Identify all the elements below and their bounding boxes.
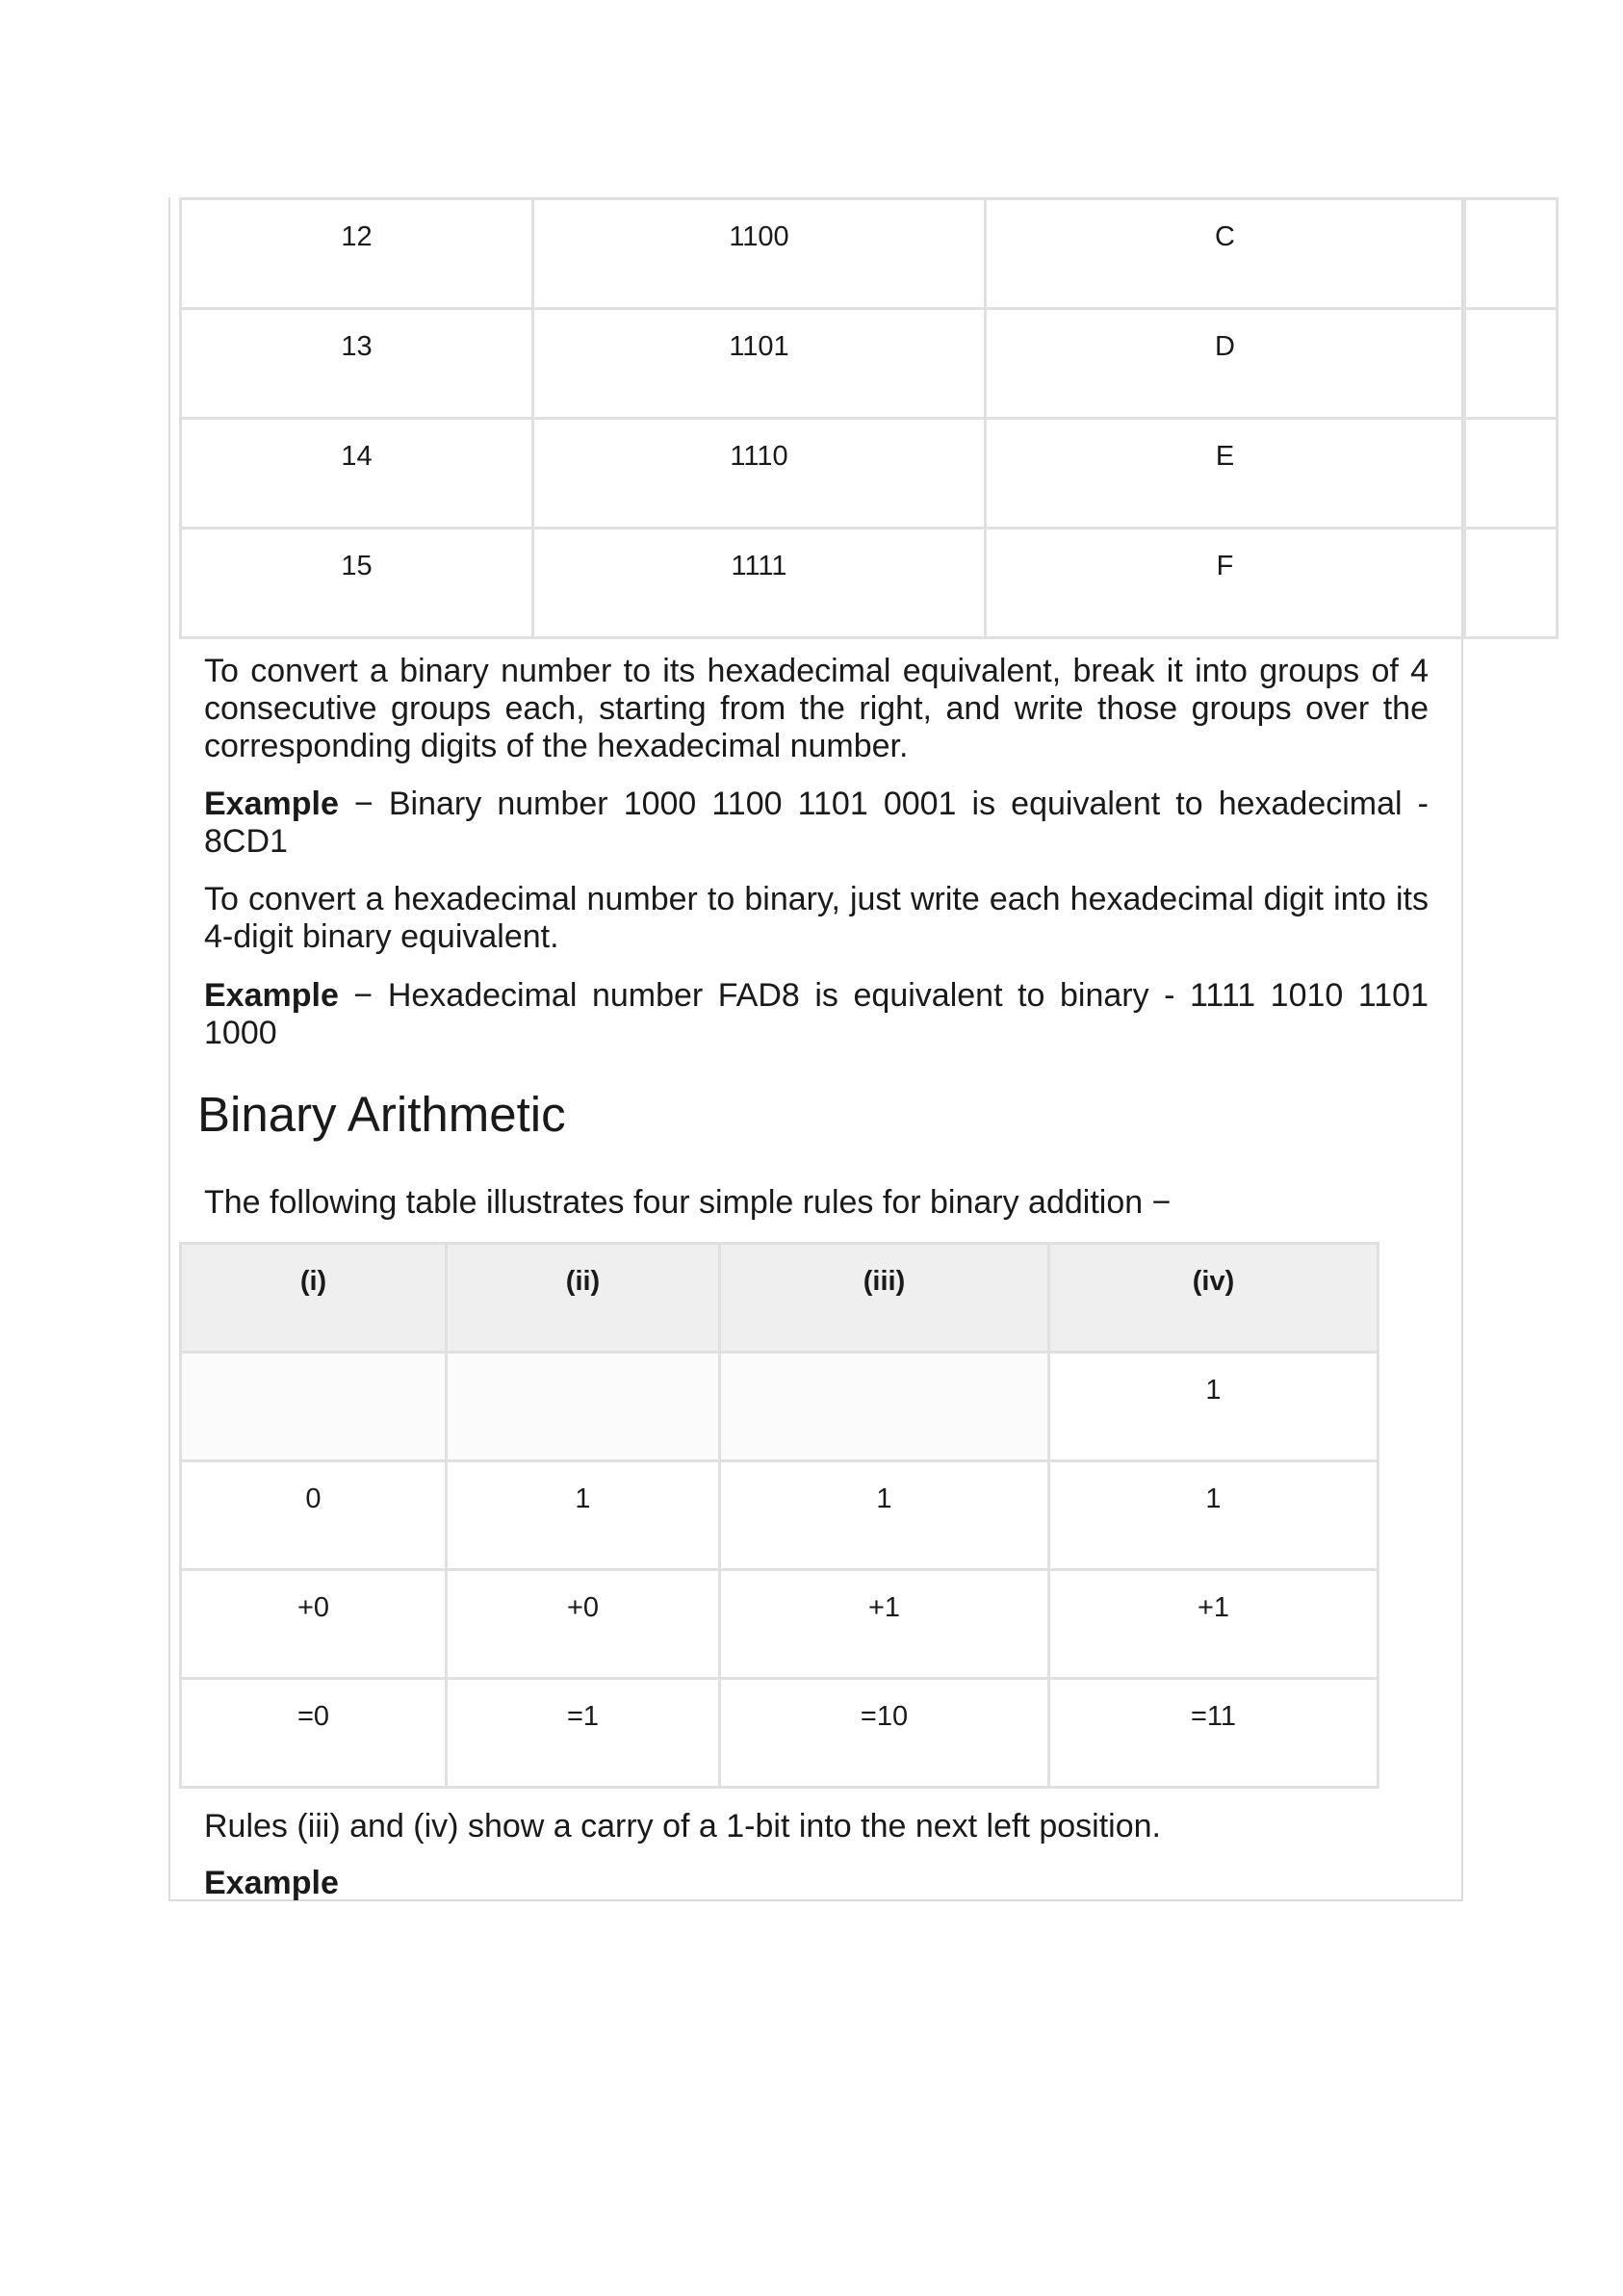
binary-to-hex-paragraph: To convert a binary number to its hexadecimal equivalent, break it into groups of 4 consecutive groups each, starting from the right, and write those groups over the corresponding digits of the hexadecimal number. xyxy=(204,653,1429,764)
table-cell: +1 xyxy=(1049,1570,1378,1679)
example-hex-to-binary xyxy=(204,977,1429,1052)
example-label: Example xyxy=(204,977,339,1014)
binary-cell: 1111 xyxy=(533,529,986,638)
table-cell: +0 xyxy=(181,1570,447,1679)
example-label: Example xyxy=(204,1865,339,1901)
empty-cell xyxy=(1465,419,1558,529)
table-header-row xyxy=(181,1244,1378,1353)
table-cell: 0 xyxy=(181,1461,447,1570)
table-row xyxy=(181,529,1558,638)
table-row xyxy=(181,199,1558,309)
table-cell xyxy=(181,1353,447,1461)
hex-to-binary-paragraph: To convert a hexadecimal number to binary, just write each hexadecimal digit into its 4-digit binary equivalent. xyxy=(204,881,1429,955)
section-intro: The following table illustrates four simple rules for binary addition − xyxy=(204,1184,1172,1221)
sum-row xyxy=(181,1679,1378,1788)
hex-cell: F xyxy=(986,529,1465,638)
binary-addition-table xyxy=(179,1242,1379,1789)
hex-cell: C xyxy=(986,199,1465,309)
binary-cell: 1101 xyxy=(533,309,986,419)
decimal-cell: 12 xyxy=(181,199,533,309)
example-label: Example xyxy=(204,786,339,822)
decimal-cell: 13 xyxy=(181,309,533,419)
table-cell: 1 xyxy=(1049,1461,1378,1570)
decimal-cell: 15 xyxy=(181,529,533,638)
table-cell: 1 xyxy=(1049,1353,1378,1461)
table-row xyxy=(181,309,1558,419)
decimal-cell: 14 xyxy=(181,419,533,529)
section-heading: Binary Arithmetic xyxy=(197,1087,566,1142)
table-row xyxy=(181,419,1558,529)
table-cell xyxy=(447,1353,720,1461)
column-header: (iii) xyxy=(720,1244,1049,1353)
rules-note: Rules (iii) and (iv) show a carry of a 1-bit into the next left position. xyxy=(204,1808,1161,1845)
table-cell: =11 xyxy=(1049,1679,1378,1788)
binary-cell: 1100 xyxy=(533,199,986,309)
hex-conversion-table xyxy=(179,197,1559,639)
table-cell: 1 xyxy=(720,1461,1049,1570)
example-text: − Binary number 1000 1100 1101 0001 is equivalent to hexadecimal - 8CD1 xyxy=(204,786,1429,860)
column-header: (iv) xyxy=(1049,1244,1378,1353)
table-cell: +1 xyxy=(720,1570,1049,1679)
hex-cell: D xyxy=(986,309,1465,419)
column-header: (i) xyxy=(181,1244,447,1353)
addend-row xyxy=(181,1461,1378,1570)
table-cell xyxy=(720,1353,1049,1461)
table-cell: =1 xyxy=(447,1679,720,1788)
table-cell: +0 xyxy=(447,1570,720,1679)
augend-row xyxy=(181,1570,1378,1679)
binary-cell: 1110 xyxy=(533,419,986,529)
table-cell: =10 xyxy=(720,1679,1049,1788)
column-header: (ii) xyxy=(447,1244,720,1353)
table-cell: =0 xyxy=(181,1679,447,1788)
example-text: − Hexadecimal number FAD8 is equivalent to binary - 1111 1010 1101 1000 xyxy=(204,977,1429,1051)
table-cell: 1 xyxy=(447,1461,720,1570)
empty-cell xyxy=(1465,309,1558,419)
empty-cell xyxy=(1465,199,1558,309)
empty-cell xyxy=(1465,529,1558,638)
example-binary-to-hex xyxy=(204,786,1429,861)
hex-cell: E xyxy=(986,419,1465,529)
example-heading xyxy=(204,1865,1429,1902)
carry-row xyxy=(181,1353,1378,1461)
